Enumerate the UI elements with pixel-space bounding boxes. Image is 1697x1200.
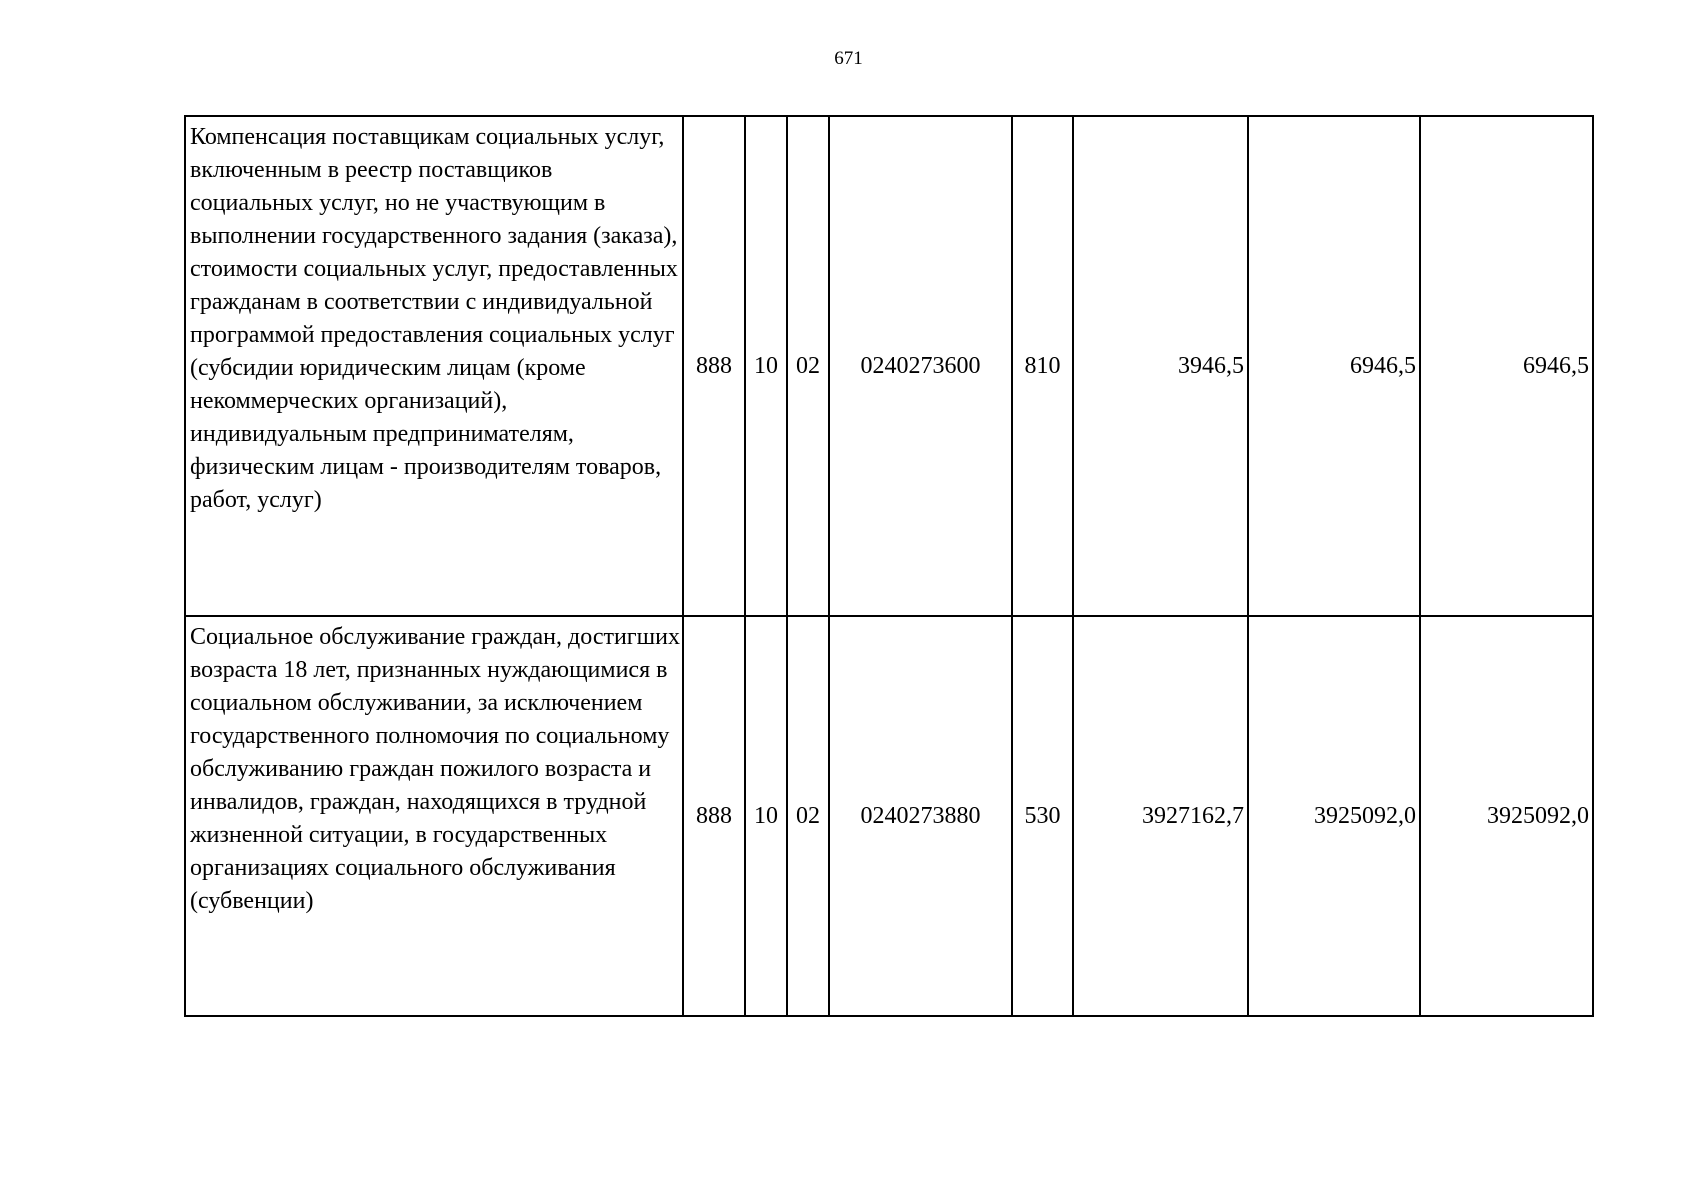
expense-type-code: 810 <box>1012 116 1073 616</box>
subsection-code: 02 <box>787 116 829 616</box>
page-number: 671 <box>834 48 863 69</box>
expense-type-code: 530 <box>1012 616 1073 1016</box>
section-code: 10 <box>745 616 787 1016</box>
subsection-code: 02 <box>787 616 829 1016</box>
amount-year-2: 3925092,0 <box>1248 616 1420 1016</box>
ministry-code: 888 <box>683 616 745 1016</box>
table-row <box>185 116 1593 616</box>
amount-year-3: 3925092,0 <box>1420 616 1593 1016</box>
table-row <box>185 616 1593 1016</box>
target-article-code: 0240273600 <box>829 116 1012 616</box>
section-code: 10 <box>745 116 787 616</box>
row-name: Компенсация поставщикам социальных услуг, включенным в реестр поставщиков социальных услуг, но не участвующим в выполнении государственного задания (заказа), стоимости социальных услуг, предоставленных гражданам в соответствии с индивидуальной программой предоставления социальных услуг (субсидии юридическим лицам (кроме некоммерческих организаций), индивидуальным предпринимателям, физическим лицам - производителям товаров, работ, услуг) <box>185 116 683 616</box>
budget-table <box>184 115 1594 1017</box>
target-article-code: 0240273880 <box>829 616 1012 1016</box>
row-name: Социальное обслуживание граждан, достигших возраста 18 лет, признанных нуждающимися в социальном обслуживании, за исключением государственного полномочия по социальному обслуживанию граждан пожилого возраста и инвалидов, граждан, находящихся в трудной жизненной ситуации, в государственных организациях социального обслуживания (субвенции) <box>185 616 683 1016</box>
amount-year-3: 6946,5 <box>1420 116 1593 616</box>
amount-year-2: 6946,5 <box>1248 116 1420 616</box>
amount-year-1: 3946,5 <box>1073 116 1248 616</box>
ministry-code: 888 <box>683 116 745 616</box>
amount-year-1: 3927162,7 <box>1073 616 1248 1016</box>
